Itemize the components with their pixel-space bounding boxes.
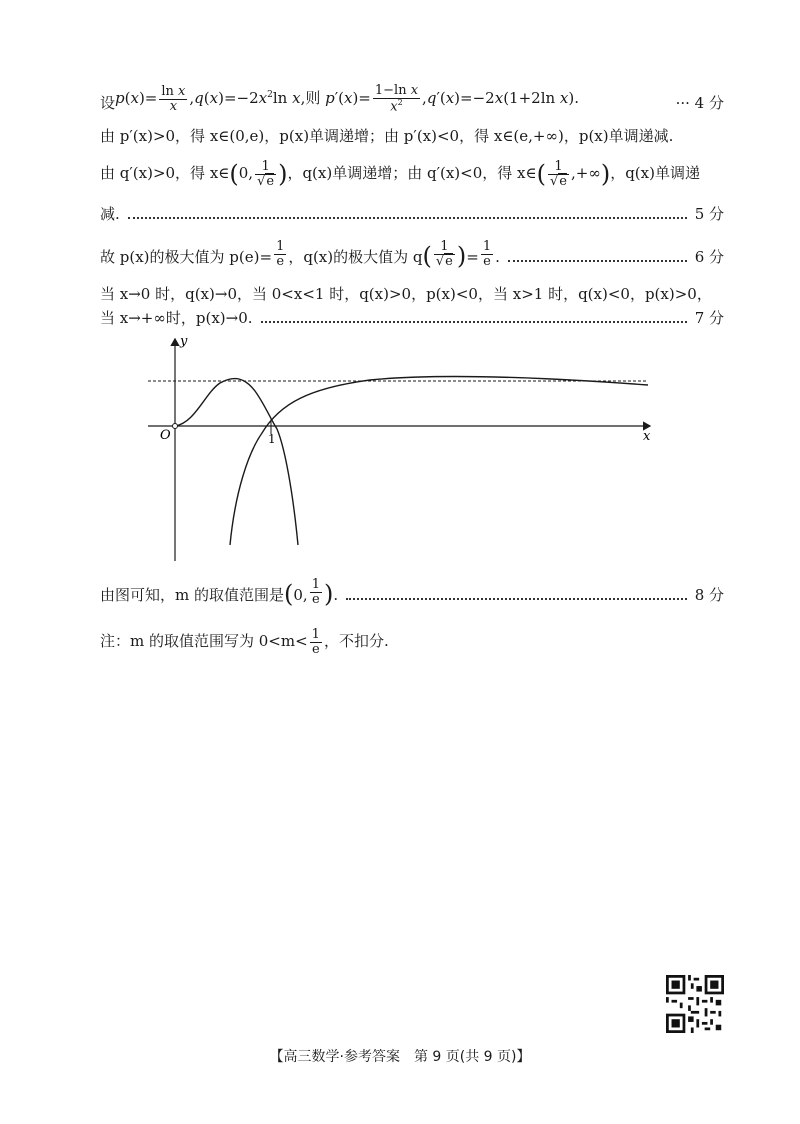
line-conclusion: 由图可知，m 的取值范围是 ( 0, $\frac{1}{e}$ ) . 8 分 — [100, 577, 724, 609]
score-6: 6 分 — [694, 248, 724, 267]
origin-point — [173, 424, 178, 429]
line-p-monotonic: 由 p′(x)>0，得 x∈(0,e)，p(x)单调递增；由 p′(x)<0，得 x∈(e,+∞)，p(x)单调递减. — [100, 127, 674, 145]
function-graph — [140, 333, 660, 565]
score-5: 5 分 — [694, 205, 724, 223]
p-curve — [230, 376, 648, 545]
line-note: 注：m 的取值范围写为 0<m< $\frac{1}{e}$ ，不扣分. — [100, 627, 389, 657]
y-axis-label: y — [180, 334, 188, 349]
origin-label: O — [160, 428, 171, 443]
score-8: 8 分 — [694, 586, 724, 605]
x-axis-label: x — [643, 429, 651, 444]
score-7: 7 分 — [694, 309, 724, 327]
line-maxima: 故 p(x)的极大值为 p(e)= $\frac{1}{e}$ ，q(x)的极大值为 q ( $\frac{1}{√e}$ ) = $\frac{1}{e}$ . 6 分 — [100, 239, 724, 271]
score-4: ··· 4 分 — [675, 93, 724, 112]
line-q-monotonic: 由 q′(x)>0，得 x∈(0, $\frac{1}{√e}$ )，q(x)单调递增；由 q′(x)<0，得 x∈( $\frac{1}{√e}$ ,+∞)，q(x)单调递 — [100, 159, 700, 189]
line-infinity: 当 x→+∞时，p(x)→0. 7 分 — [100, 309, 724, 327]
line-decrease: 减. 5 分 — [100, 205, 724, 223]
q-curve — [175, 379, 298, 545]
tick-one-label: 1 — [268, 432, 276, 446]
line-limits: 当 x→0 时，q(x)→0，当 0<x<1 时，q(x)>0，p(x)<0，当 x>1 时，q(x)<0，p(x)>0， — [100, 285, 712, 303]
page-footer: 【高三数学·参考答案 第 9 页(共 9 页)】 — [269, 1049, 531, 1065]
line-derivatives: 设 p(x)= $\frac{\text{ln x}}{x}$ $,q(x)=-2x^2\ln$ x,则 p′(x)= $\frac{\text{1−ln x}}{x^2}$ ,q′(x)=−2x(1+2ln x). ··· 4 分 — [100, 83, 724, 115]
qr-code — [666, 975, 724, 1033]
formula-p-q: p(x)= $\frac{\text{ln x}}{x}$ $,q(x)=-2x^2\ln$ x,则 p′(x)= $\frac{\text{1−ln x}}{x^2}$ ,q′(x)=−2x(1+2ln x). — [115, 83, 580, 115]
